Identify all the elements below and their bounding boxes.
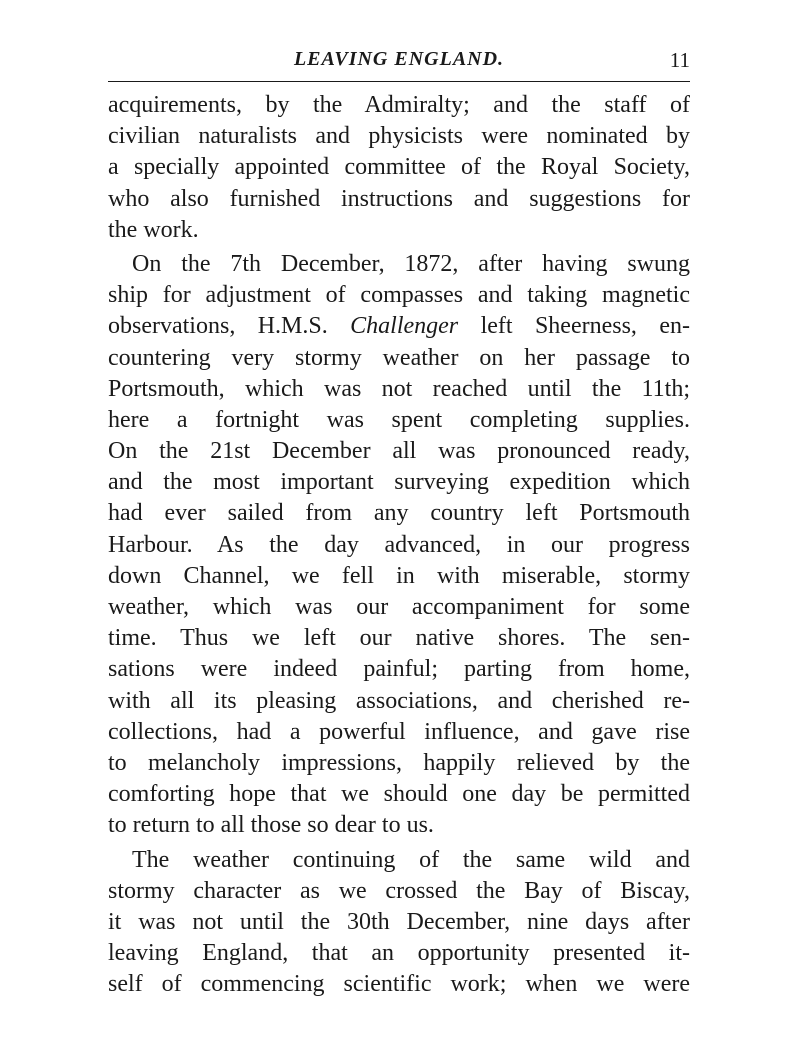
text-line: stormy character as we crossed the Bay of Biscay, [108, 877, 690, 904]
text-line: a specially appointed committee of the Royal Society, [108, 154, 690, 181]
text-line: down Channel, we fell in with miserable, stormy [108, 562, 690, 589]
body-text [108, 90, 690, 1000]
paragraph-3 [108, 845, 690, 1001]
text-line: acquirements, by the Admiralty; and the staff of [108, 92, 690, 118]
text-line: it was not until the 30th December, nine days after [108, 908, 690, 935]
text-line: who also furnished instructions and suggestions for [108, 185, 690, 212]
text-line: and the most important surveying expedition which [108, 469, 690, 496]
text-line: here a fortnight was spent completing supplies. [108, 406, 690, 433]
text-line: civilian naturalists and physicists were nominated by [108, 123, 690, 150]
paragraph-1 [108, 90, 690, 246]
text-line: self of commencing scientific work; when we were [108, 971, 690, 998]
text-line: countering very stormy weather on her passage to [108, 344, 690, 371]
page-number: 11 [669, 48, 690, 72]
text-line: with all its pleasing associations, and cherished re- [108, 687, 690, 714]
ship-name: Challenger [350, 313, 459, 340]
header-rule [108, 81, 690, 82]
text-line: to melancholy impressions, happily relieved by the [108, 749, 690, 776]
text-line-ship [108, 311, 690, 342]
text-line: comforting hope that we should one day be permitted [108, 781, 690, 808]
text-segment: left Sheerness, en- [458, 313, 690, 340]
text-line: On the 7th December, 1872, after having swung [132, 250, 690, 277]
text-line: The weather continuing of the same wild and [132, 846, 690, 873]
text-line: leaving England, that an opportunity presented it- [108, 940, 690, 967]
text-segment: observations, H.M.S. [108, 313, 351, 340]
text-line: Portsmouth, which was not reached until the 11th; [108, 375, 690, 402]
text-line: ship for adjustment of compasses and taking magnetic [108, 282, 690, 309]
text-line: the work. [108, 216, 199, 243]
text-line: On the 21st December all was pronounced ready, [108, 438, 690, 465]
text-line: to return to all those so dear to us. [108, 812, 434, 839]
text-line: collections, had a powerful influence, and gave rise [108, 718, 690, 745]
running-title: LEAVING ENGLAND. [293, 48, 505, 70]
text-line: weather, which was our accompaniment for some [108, 594, 690, 620]
running-head [108, 48, 690, 74]
text-line: Harbour. As the day advanced, in our progress [108, 531, 690, 558]
text-line: sations were indeed painful; parting from home, [108, 656, 690, 683]
text-line: had ever sailed from any country left Portsmouth [108, 500, 690, 527]
text-line: time. Thus we left our native shores. The sen- [108, 625, 690, 652]
paragraph-2 [108, 249, 690, 842]
